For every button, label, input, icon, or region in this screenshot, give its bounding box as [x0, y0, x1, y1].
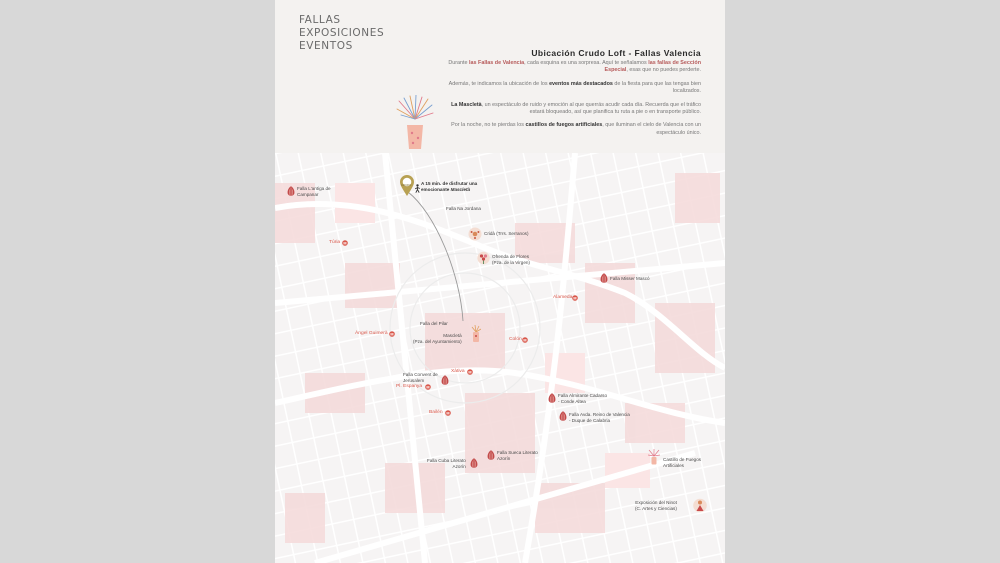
intro-text [435, 60, 701, 143]
svg-text:M: M [523, 338, 527, 343]
event-label [492, 254, 530, 265]
falla-icon [441, 375, 449, 385]
event-label: Cridà (Trrs. Serranos) [484, 231, 529, 236]
label-line: Exposición del Ninot [635, 500, 677, 505]
text-run: , esas que no puedes perderte. [626, 67, 701, 74]
metro-label: Túria [329, 240, 341, 245]
metro-icon [342, 240, 348, 246]
svg-text:M: M [446, 411, 450, 416]
text-run: , cada esquina es una sorpresa. Aquí te señalamos [524, 60, 649, 66]
page-title: Ubicación Crudo Loft - Fallas Valencia [531, 48, 701, 58]
label-line: Falla Sueca Literato [497, 450, 538, 455]
highlight-text: las fallas de Sección Especial [604, 60, 701, 74]
flower-offering-icon [477, 251, 490, 265]
falla-icon [287, 186, 295, 196]
label-line: Artificiales [663, 462, 684, 468]
metro-label: Bailén [429, 410, 443, 415]
label-line: Campanar [297, 191, 319, 197]
fireworks-illustration-icon [395, 95, 435, 151]
metro-label: Pl. Espanya [396, 384, 423, 389]
crida-icon [468, 227, 482, 241]
label-line: - Conde Altea [558, 398, 586, 404]
nav-menu [299, 14, 384, 53]
origin-note-line-2: emocionante [421, 186, 451, 192]
highlight-text: La Mascletà [451, 101, 482, 108]
label-line: Falla Convent de [403, 372, 438, 377]
label-line: Falla Cuba Literato [427, 458, 466, 463]
falla-label [569, 412, 630, 423]
text-run: , un espectáculo de ruido y emoción al que querrás acudir cada día. Recuerda que el tráfico estará bloqueado, así que planifica tu ruta a pie o en transporte público. [481, 101, 701, 116]
label-line: Jerusalem [403, 377, 425, 383]
metro-label: Colón [509, 337, 522, 342]
metro-icon [522, 337, 528, 343]
falla-icon [548, 393, 556, 403]
origin-note-emphasis: Mascletà [450, 186, 471, 192]
menu-item-eventos[interactable]: EVENTOS [299, 40, 353, 52]
falla-label [497, 450, 538, 461]
label-line: Falla L'antiga de [297, 186, 331, 191]
page [275, 0, 725, 563]
metro-label: Xàtiva [451, 369, 465, 374]
svg-text:M: M [390, 332, 394, 337]
walking-person-icon [414, 184, 421, 193]
text-run: Además, te indicamos la ubicación de los [448, 80, 550, 87]
label-line: (C. Artes y Ciencias) [635, 505, 677, 511]
falla-label [558, 393, 607, 404]
metro-icon [572, 295, 578, 301]
svg-text:M: M [343, 241, 347, 246]
intro-paragraph-1 [435, 60, 701, 75]
falla-icon [487, 450, 495, 460]
falla-label: Falla Na Jordana [446, 206, 481, 211]
intro-paragraph-4 [435, 122, 701, 137]
origin-badge: CRUDO [401, 183, 412, 187]
text-run: de la fiesta para que las tengas bien localizados. [612, 80, 701, 95]
falla-icon [559, 411, 567, 421]
label-line: Castillo de Fuegos [663, 457, 702, 462]
firecracker-icon [471, 325, 481, 343]
metro-icon [389, 331, 395, 337]
label-line: (Pza. del Ayuntamiento) [413, 338, 462, 344]
metro-icon [467, 369, 473, 375]
svg-text:M: M [573, 296, 577, 301]
intro-paragraph-3 [435, 102, 701, 117]
event-label [413, 333, 462, 344]
text-run: Por la noche, no te pierdas los [451, 122, 526, 129]
label-line: - Duque de Calabria [569, 417, 611, 423]
falla-label: Falla Misser Mascó [610, 276, 650, 281]
fireworks-icon [648, 449, 660, 465]
falla-icon [470, 458, 478, 468]
falla-label [427, 458, 466, 469]
menu-item-exposiciones[interactable]: EXPOSICIONES [299, 27, 385, 39]
highlight-text: las Fallas de Valencia [469, 60, 525, 66]
svg-text:M: M [468, 370, 472, 375]
label-line: Falla Almirante Cadarso [558, 393, 608, 398]
menu-item-fallas[interactable]: FALLAS [299, 14, 341, 26]
label-line: Azorín [497, 455, 511, 461]
text-run: Durante [448, 60, 470, 66]
falla-icon [600, 273, 608, 283]
event-label [663, 457, 701, 468]
falla-label [297, 186, 331, 197]
highlight-text: castillos de fuegos artificiales [525, 122, 603, 129]
label-line: Ofrenda de Flores [492, 254, 530, 259]
text-run: , que iluminan el cielo de Valencia con un espectáculo único. [602, 122, 701, 136]
metro-icon [425, 384, 431, 390]
origin-note [421, 181, 477, 192]
label-line: Mascletà [443, 333, 462, 338]
highlight-text: eventos más destacados [549, 80, 613, 87]
label-line: Azorín [452, 463, 466, 469]
metro-label: Àngel Guimerà [355, 331, 388, 336]
label-line: Falla Avda. Reino de Valencia [569, 412, 630, 417]
origin-note-line-1: A 15 min. de disfrutar una [421, 181, 478, 186]
metro-icon [445, 410, 451, 416]
event-label [635, 500, 677, 511]
ninot-figure-icon [693, 498, 707, 513]
svg-text:M: M [426, 385, 430, 390]
metro-label: Alameda [553, 295, 573, 300]
falla-label [403, 372, 438, 383]
falla-label: Falla del Pilar [420, 321, 448, 326]
city-map[interactable] [275, 153, 725, 563]
intro-paragraph-2 [435, 81, 701, 96]
label-line: (Pza. de la Virgen) [492, 259, 530, 265]
